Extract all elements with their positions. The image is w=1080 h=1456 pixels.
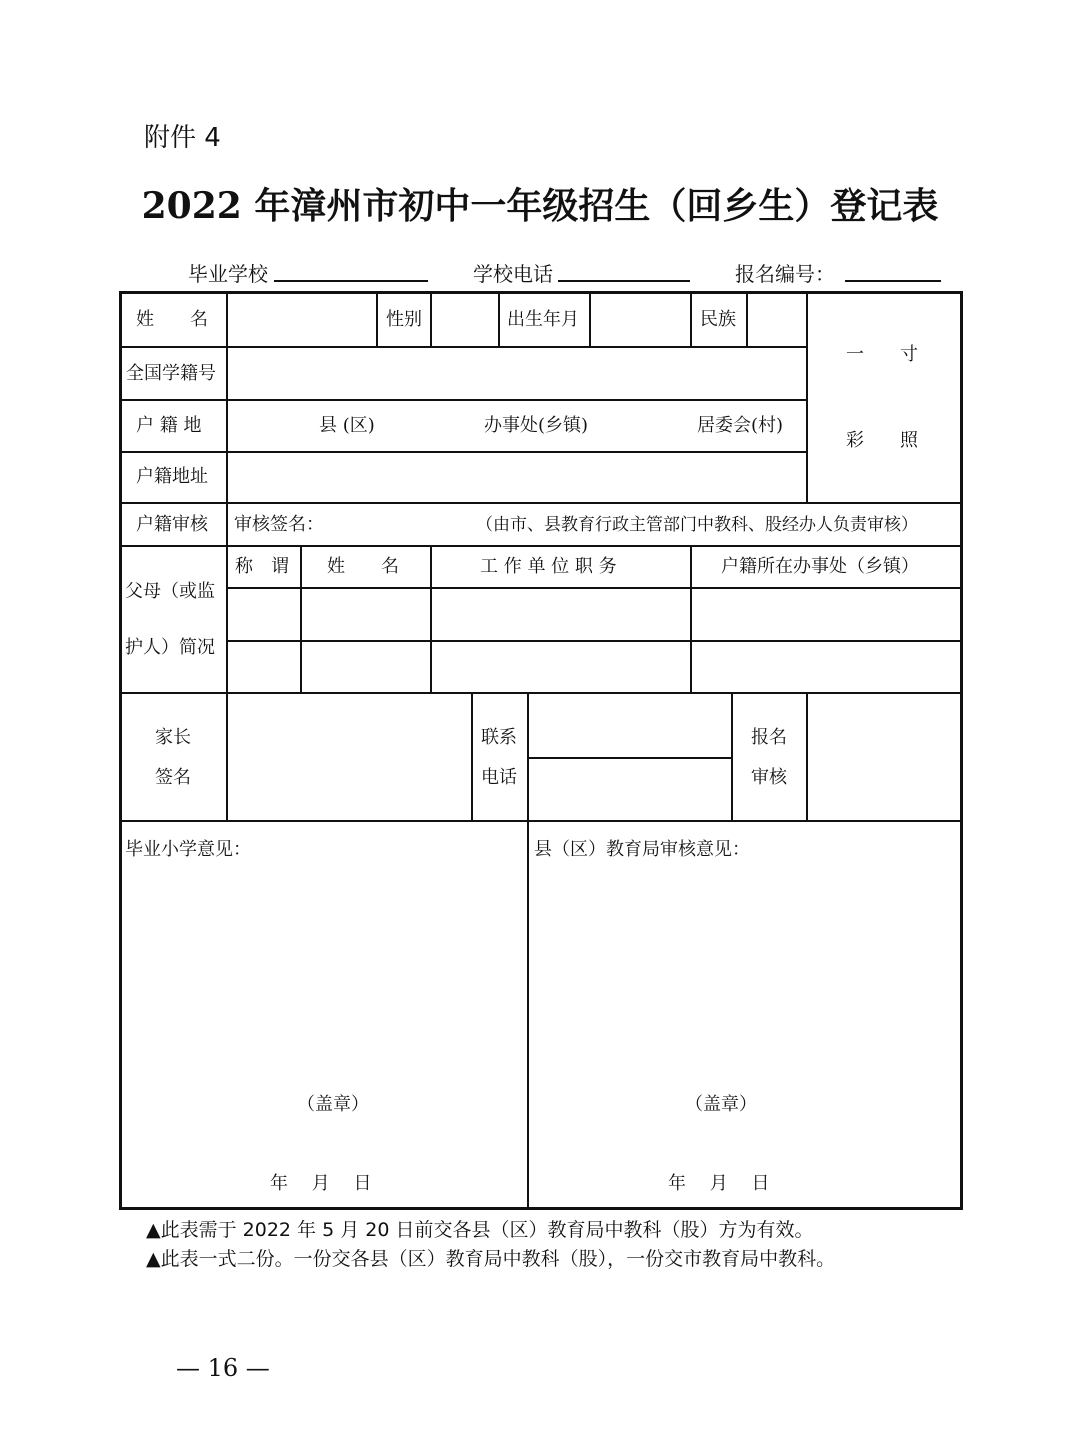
graduation-school-label: 毕业学校 (188, 262, 268, 286)
ethnicity-label: 民族 (700, 309, 736, 330)
parent2-relation-field[interactable] (229, 642, 299, 691)
name-field[interactable] (229, 294, 375, 346)
review-note: （由市、县教育行政主管部门中教科、股经办人负责审核） (476, 515, 918, 535)
gender-field[interactable] (433, 294, 497, 346)
attachment-label: 附件 4 (144, 123, 221, 153)
note-copies: ▲此表一式二份。一份交各县（区）教育局中教科（股），一份交市教育局中教科。 (146, 1248, 836, 1270)
county-label: 县 (区) (319, 415, 375, 436)
parents-label-line2: 护人）简况 (125, 637, 215, 658)
note-deadline: ▲此表需于 2022 年 5 月 20 日前交各县（区）教育局中教科（股）方为有效。 (146, 1219, 814, 1241)
birth-date-field[interactable] (592, 294, 689, 346)
registration-number-field[interactable] (845, 280, 941, 282)
parent2-name-field[interactable] (303, 642, 429, 691)
county-bureau-opinion-field[interactable] (531, 862, 959, 1092)
page-title: 2022 年漳州市初中一年级招生（回乡生）登记表 (141, 185, 939, 227)
gender-label: 性别 (386, 309, 422, 330)
registration-review-line1: 报名 (751, 727, 787, 748)
col-workplace: 工 作 单 位 职 务 (480, 556, 617, 577)
household-label: 户 籍 地 (136, 415, 202, 436)
village-label: 居委会(村) (697, 415, 784, 436)
name-label: 姓 名 (136, 309, 208, 330)
subdistrict-label: 办事处(乡镇) (484, 415, 589, 436)
household-review-label: 户籍审核 (136, 514, 208, 535)
contact-label-line2: 电话 (481, 767, 517, 788)
county-bureau-opinion-label: 县（区）教育局审核意见： (534, 839, 750, 860)
registration-number-label: 报名编号： (735, 262, 835, 286)
review-signature-label: 审核签名： (234, 514, 324, 535)
parent1-subdistrict-field[interactable] (693, 589, 959, 639)
contact-label-line1: 联系 (481, 727, 517, 748)
graduation-school-field[interactable] (274, 280, 428, 282)
parent1-name-field[interactable] (303, 589, 429, 639)
col-relation: 称 谓 (235, 556, 289, 577)
registration-review-line2: 审核 (751, 767, 787, 788)
photo-size-label: 一 寸 (846, 344, 918, 365)
contact-phone-field-1[interactable] (530, 694, 730, 756)
county-bureau-date: 年 月 日 (668, 1173, 770, 1194)
page-number: — 16 — (176, 1354, 270, 1382)
household-address-field[interactable] (229, 453, 805, 501)
parent-sign-label-line2: 签名 (155, 767, 191, 788)
parents-label-line1: 父母（或监 (125, 581, 215, 602)
primary-school-opinion-field[interactable] (122, 862, 526, 1092)
ethnicity-field[interactable] (749, 294, 805, 346)
parent2-workplace-field[interactable] (433, 642, 689, 691)
school-phone-field[interactable] (558, 280, 690, 282)
birth-date-label: 出生年月 (507, 309, 579, 330)
parent2-subdistrict-field[interactable] (693, 642, 959, 691)
contact-phone-field-2[interactable] (530, 759, 730, 819)
primary-school-date: 年 月 日 (270, 1173, 372, 1194)
school-phone-label: 学校电话 (473, 262, 553, 286)
primary-school-stamp: （盖章） (297, 1094, 369, 1115)
household-address-label: 户籍地址 (136, 466, 208, 487)
parent-sign-label-line1: 家长 (155, 727, 191, 748)
col-name: 姓 名 (327, 556, 399, 577)
student-id-label: 全国学籍号 (126, 363, 216, 384)
registration-review-field[interactable] (809, 694, 959, 819)
parent-signature-field[interactable] (229, 694, 470, 819)
county-bureau-stamp: （盖章） (685, 1094, 757, 1115)
col-household-subdistrict: 户籍所在办事处（乡镇） (721, 556, 919, 577)
primary-school-opinion-label: 毕业小学意见： (125, 839, 251, 860)
student-id-field[interactable] (229, 348, 805, 398)
photo-color-label: 彩 照 (846, 430, 918, 451)
photo-box[interactable] (809, 294, 959, 502)
parent1-workplace-field[interactable] (433, 589, 689, 639)
parent1-relation-field[interactable] (229, 589, 299, 639)
